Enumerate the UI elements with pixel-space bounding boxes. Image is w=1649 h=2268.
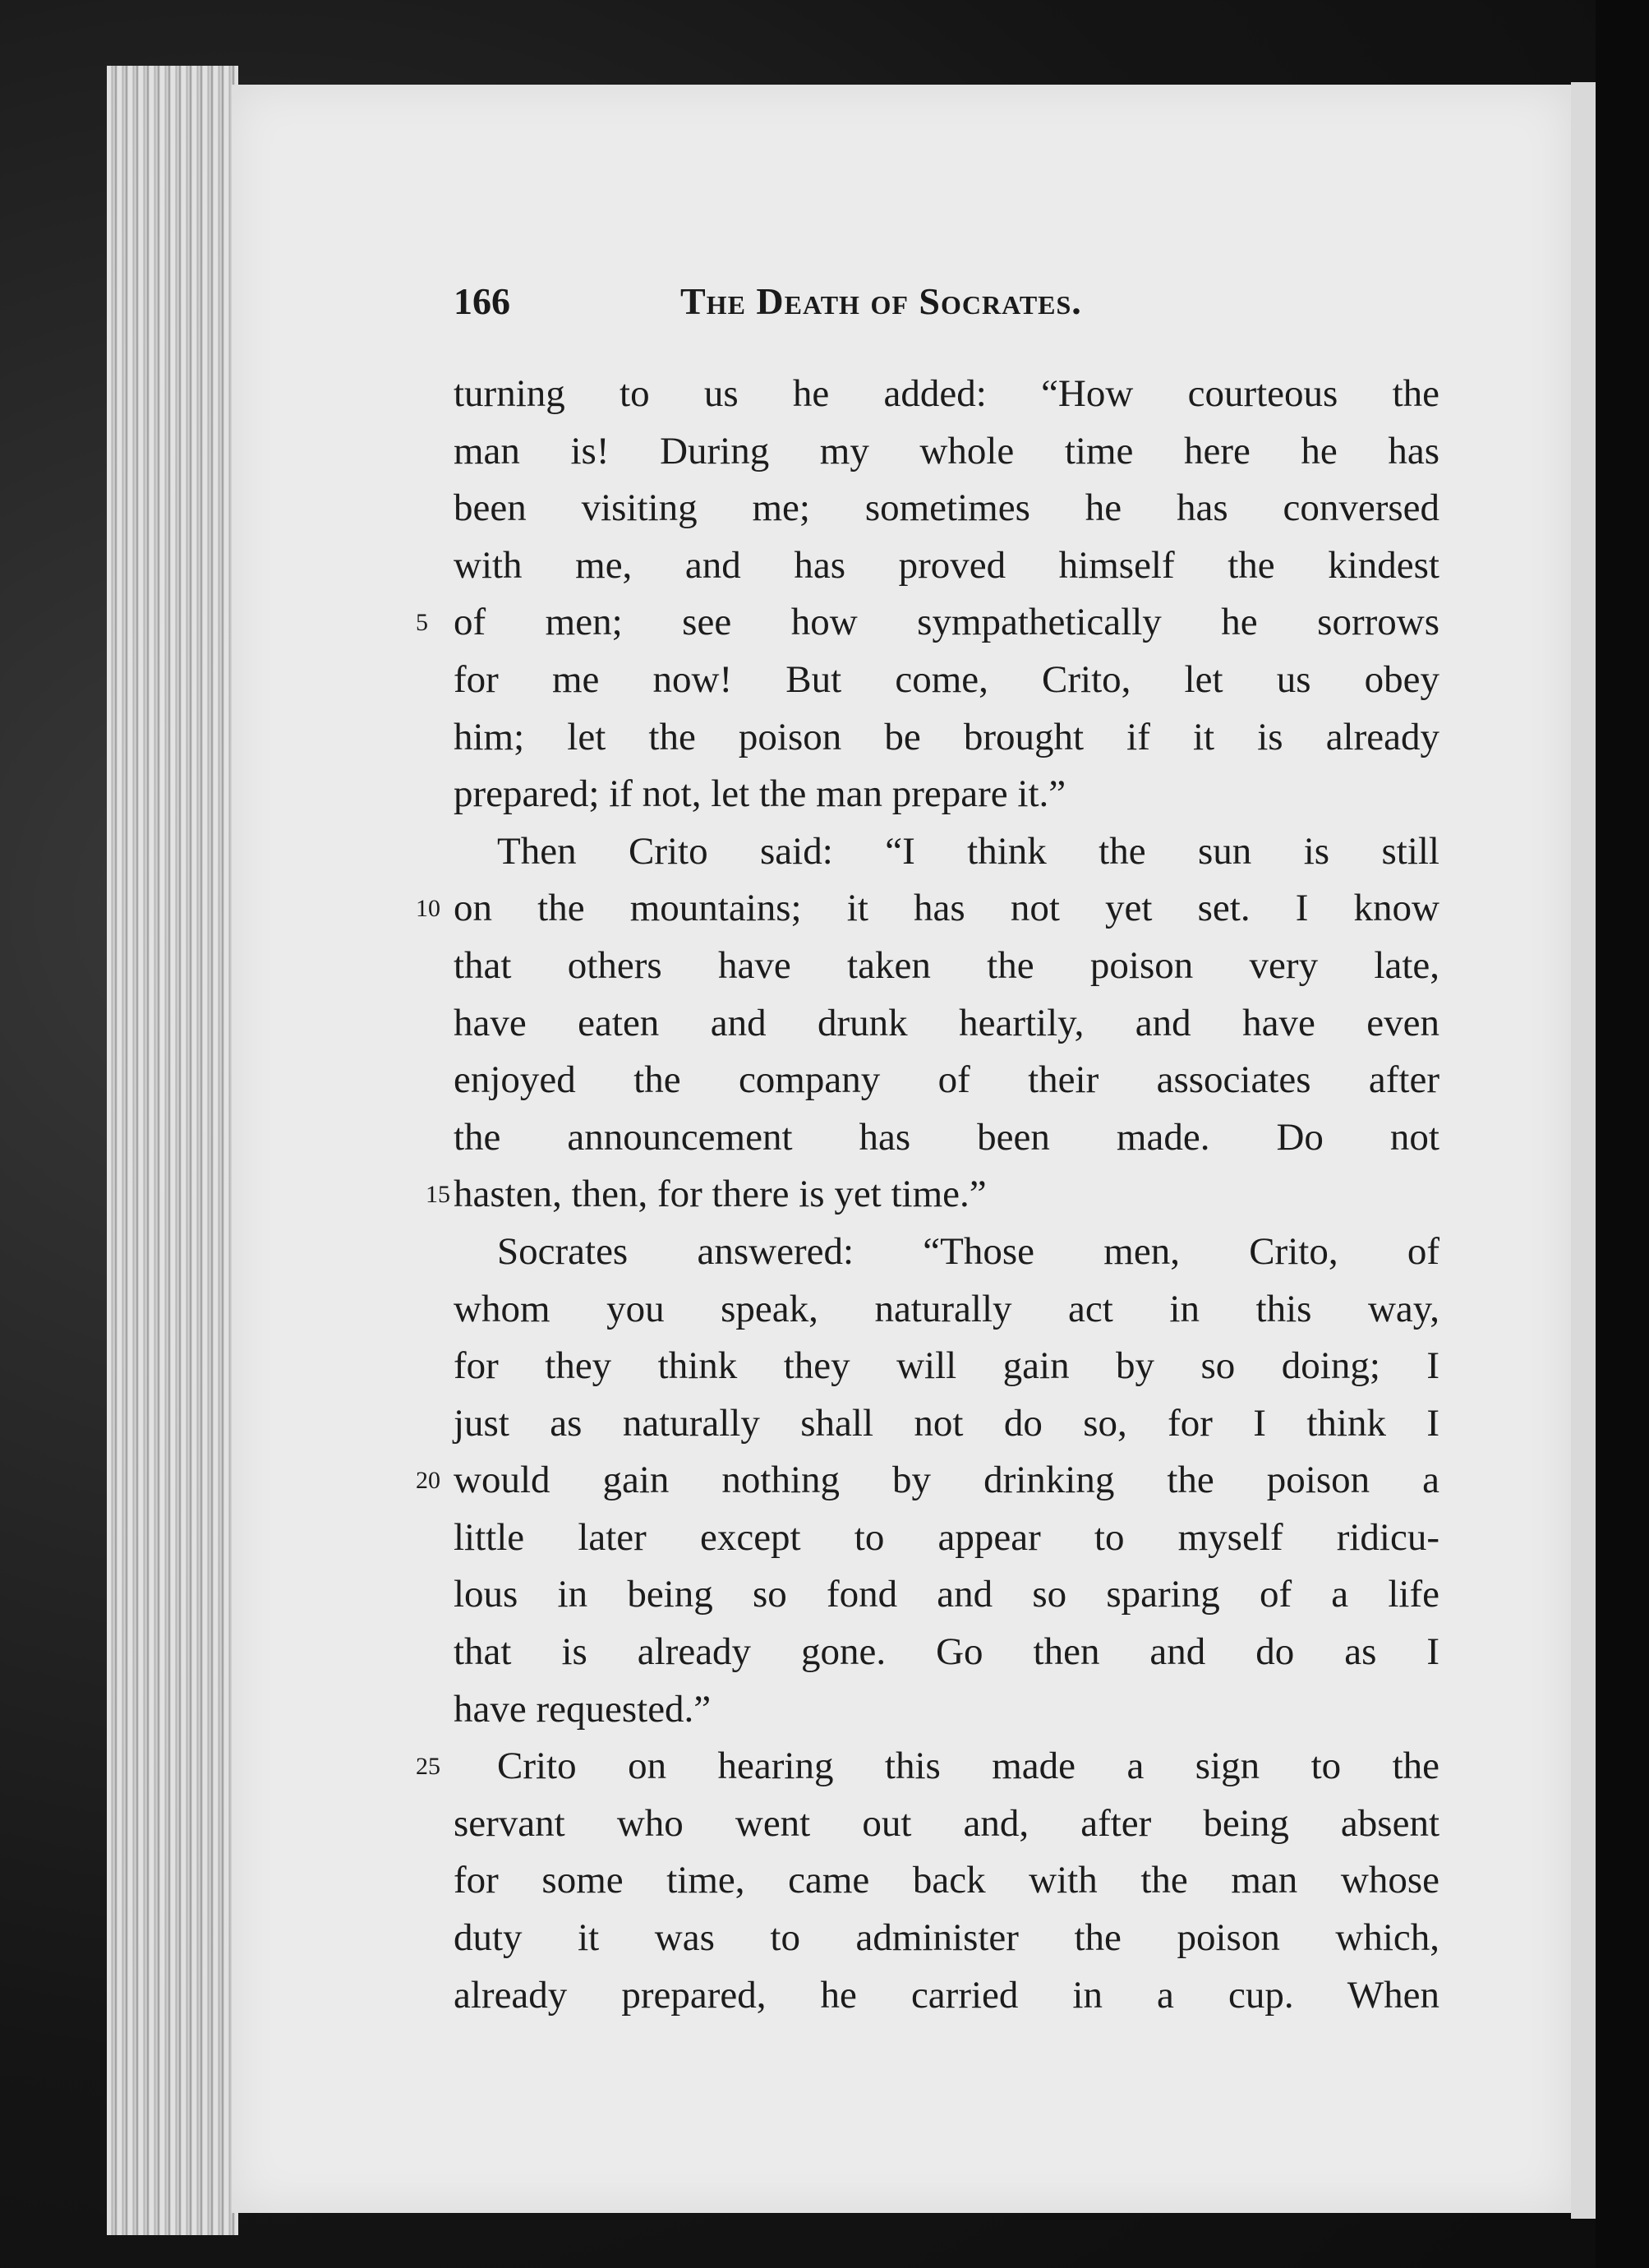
text-line [454,766,1439,823]
text-line [454,1052,1439,1109]
text-line [454,995,1439,1053]
line-text: that is already gone. Go then and do as I [454,1630,1439,1674]
text-line [454,1796,1439,1853]
running-title: The Death of Socrates. [680,280,1082,322]
line-text: turning to us he added: “How courteous the [454,372,1439,415]
line-text: hasten, then, for there is yet time.” [454,1173,987,1216]
text-line [454,1852,1439,1910]
line-text: for they think they will gain by so doing; I [454,1344,1439,1388]
line-text: have requested.” [454,1687,712,1731]
line-text: have eaten and drunk heartily, and have even [454,1001,1439,1044]
line-text: prepared; if not, let the man prepare it.” [454,772,1066,816]
line-text: Crito on hearing this made a sign to the [497,1745,1439,1788]
text-line [454,1967,1439,2025]
text-line [454,1395,1439,1453]
running-head [454,279,1439,329]
text-line [454,537,1439,595]
scan-border [1596,0,1649,2268]
text-line [454,938,1439,995]
line-text: for me now! But come, Crito, let us obey [454,657,1439,701]
text-line [454,1109,1439,1167]
facing-page-edge [1571,82,1596,2219]
text-line [454,1681,1439,1739]
line-text: enjoyed the company of their associates after [454,1058,1439,1102]
line-text: whom you speak, naturally act in this way, [454,1287,1439,1330]
text-line [454,480,1439,537]
line-number: 10 [416,895,440,923]
text-line [454,423,1439,481]
text-line [416,880,1439,938]
line-text: that others have taken the poison very late, [454,943,1439,987]
line-number: 25 [416,1753,440,1781]
text-line [416,594,1439,652]
text-line [416,1452,1439,1510]
text-line [454,1566,1439,1624]
page-number: 166 [454,280,510,322]
line-text: him; let the poison be brought if it is already [454,715,1439,758]
line-text: little later except to appear to myself ridicu- [454,1515,1439,1559]
line-text: of men; see how sympathetically he sorrows [454,601,1439,644]
text-line [454,1510,1439,1567]
line-text: the announcement has been made. Do not [454,1115,1439,1159]
line-text: servant who went out and, after being absent [454,1801,1439,1845]
line-text: been visiting me; sometimes he has conversed [454,486,1439,530]
line-number: 5 [416,609,428,637]
line-text: just as naturally shall not do so, for I think I [454,1401,1439,1445]
line-text: would gain nothing by drinking the poison a [454,1459,1439,1502]
text-line [454,1224,1439,1281]
text-line [454,1338,1439,1395]
line-text: duty it was to administer the poison which, [454,1916,1439,1960]
line-text: for some time, came back with the man whose [454,1859,1439,1902]
text-line [454,823,1439,881]
line-text: lous in being so fond and so sparing of a life [454,1573,1439,1616]
line-number: 20 [416,1467,440,1495]
text-line [454,366,1439,423]
body-text [416,366,1439,2024]
text-line [454,652,1439,709]
line-text: Then Crito said: “I think the sun is still [497,829,1439,873]
line-text: with me, and has proved himself the kindest [454,543,1439,587]
line-number: 15 [426,1181,450,1209]
line-text: man is! During my whole time here he has [454,429,1439,472]
text-line [454,1910,1439,1967]
text-line [426,1166,1439,1224]
text-line [416,1738,1439,1796]
line-text: Socrates answered: “Those men, Crito, of [497,1229,1439,1273]
text-line [454,709,1439,767]
line-text: on the mountains; it has not yet set. I know [454,887,1439,930]
text-line [454,1281,1439,1339]
page-edges [107,66,238,2235]
text-line [454,1624,1439,1681]
line-text: already prepared, he carried in a cup. When [454,1973,1439,2017]
